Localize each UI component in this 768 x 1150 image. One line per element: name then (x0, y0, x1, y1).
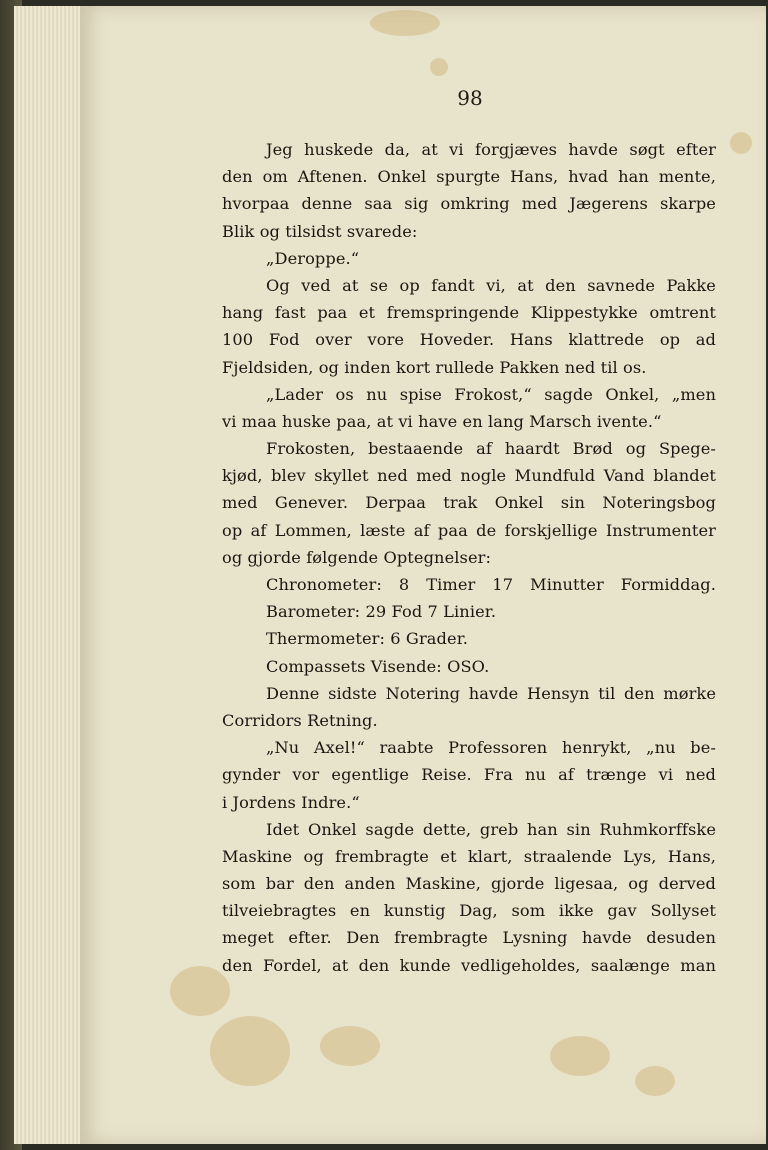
text-line: Idet Onkel sagde dette, greb han sin Ruhmkorffske (266, 819, 716, 839)
text-line: og gjorde følgende Optegnelser: (222, 547, 492, 567)
text-line: „Deroppe.“ (266, 248, 360, 268)
text-line: Og ved at se op fandt vi, at den savnede Pakke (266, 275, 716, 295)
text-line: vi maa huske paa, at vi have en lang Marsch ivente.“ (222, 411, 662, 431)
foxing-stain (550, 1036, 610, 1076)
text-line: kjød, blev skyllet ned med nogle Mundfuld Vand blandet (222, 466, 716, 486)
foxing-stain (370, 10, 440, 36)
page-stack-edge (14, 6, 81, 1144)
text-line: Corridors Retning. (222, 710, 378, 730)
text-line: op af Lommen, læste af paa de forskjellige Instrumenter (222, 520, 716, 540)
body-text (222, 136, 716, 979)
text-line: med Genever. Derpaa trak Onkel sin Noteringsbog (222, 493, 716, 513)
text-line: Blik og tilsidst svarede: (222, 221, 418, 241)
foxing-stain (730, 132, 752, 154)
text-line: tilveiebragtes en kunstig Dag, som ikke gav Sollyset (222, 901, 716, 921)
foxing-stain (320, 1026, 380, 1066)
text-line: meget efter. Den frembragte Lysning havde desuden (222, 928, 716, 948)
text-line: den Fordel, at den kunde vedligeholdes, saalænge man (222, 955, 716, 975)
text-line: Thermometer: 6 Grader. (266, 629, 468, 649)
foxing-stain (170, 966, 230, 1016)
page-number: 98 (457, 86, 483, 110)
text-line: som bar den anden Maskine, gjorde ligesaa, og derved (222, 874, 716, 894)
text-line: Barometer: 29 Fod 7 Linier. (266, 602, 497, 622)
text-line: i Jordens Indre.“ (222, 792, 360, 812)
text-line: Frokosten, bestaaende af haardt Brød og Spege- (266, 439, 716, 459)
text-line: Jeg huskede da, at vi forgjæves havde søgt efter (266, 140, 716, 159)
foxing-stain (210, 1016, 290, 1086)
text-line: Chronometer: 8 Timer 17 Minutter Formiddag. (266, 575, 716, 594)
text-line: Maskine og frembragte et klart, straalende Lys, Hans, (222, 846, 716, 866)
foxing-stain (430, 58, 448, 76)
text-line: gynder vor egentlige Reise. Fra nu af trænge vi ned (222, 765, 716, 785)
text-line: den om Aftenen. Onkel spurgte Hans, hvad han mente, (222, 167, 716, 187)
foxing-stain (635, 1066, 675, 1096)
text-line: hvorpaa denne saa sig omkring med Jægerens skarpe (222, 194, 716, 214)
text-line: „Nu Axel!“ raabte Professoren henrykt, „nu be- (266, 738, 716, 758)
text-line: Fjeldsiden, og inden kort rullede Pakken ned til os. (222, 357, 647, 377)
text-line: „Lader os nu spise Frokost,“ sagde Onkel, „men (266, 384, 716, 404)
text-line: 100 Fod over vore Hoveder. Hans klattrede op ad (222, 330, 716, 350)
text-line: Compassets Visende: OSO. (266, 656, 490, 676)
text-line: hang fast paa et fremspringende Klippestykke omtrent (222, 303, 716, 323)
text-line: Denne sidste Notering havde Hensyn til den mørke (266, 683, 716, 703)
